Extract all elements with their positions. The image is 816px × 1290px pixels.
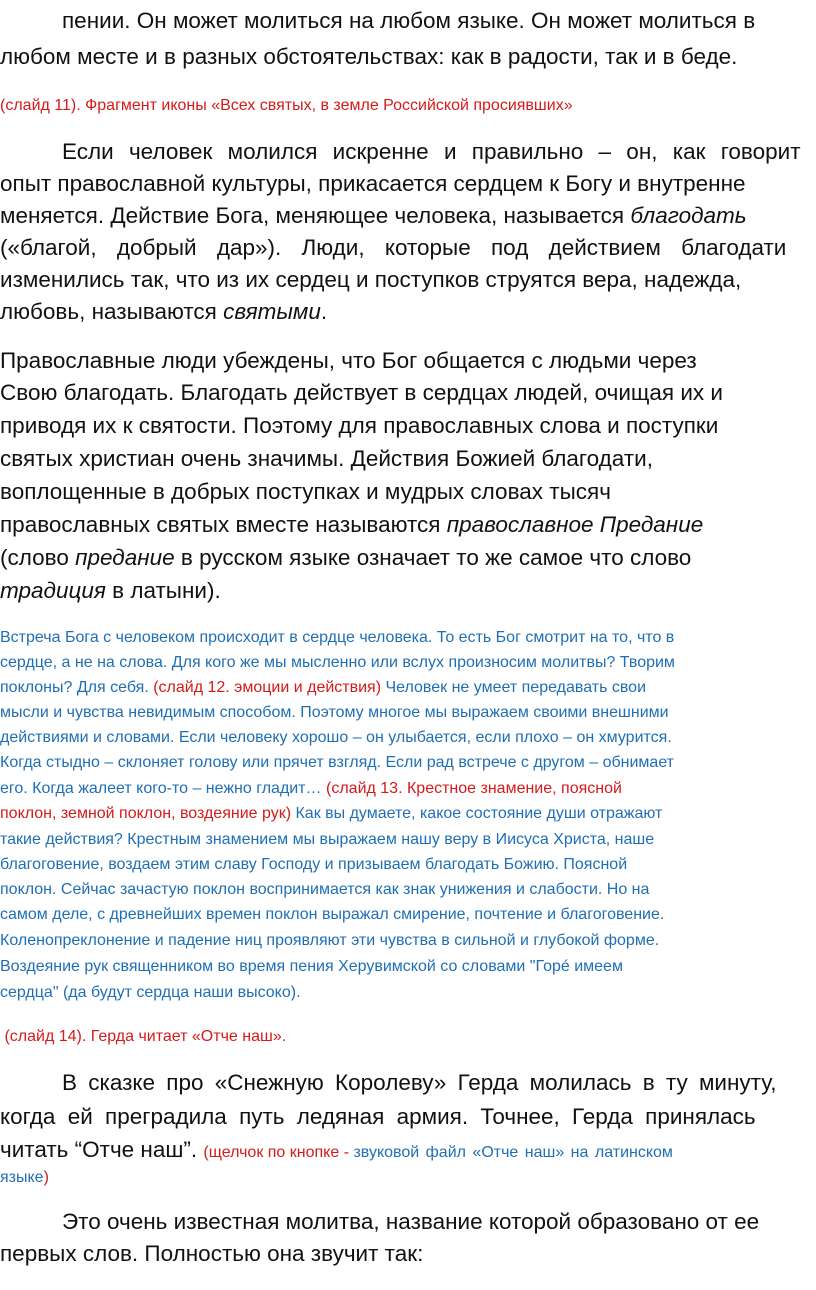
text-line: [0, 509, 703, 541]
text-line: [0, 1134, 673, 1169]
text-span: любовь, называются: [0, 299, 224, 324]
text-line: [0, 675, 646, 700]
term-blagodat: благодать: [630, 203, 747, 228]
text-line: («благой, добрый дар»). Люди, которые под действием благодати: [0, 235, 787, 260]
text-span: .: [320, 299, 328, 324]
text-span: в русском языке означает то же самое что слово: [174, 545, 692, 570]
text-line: [0, 575, 221, 607]
audio-file-note-cont: языке: [0, 1169, 44, 1186]
text-span: в латыни).: [105, 578, 221, 603]
term-predanie: православное Предание: [446, 512, 704, 537]
term-svyatymi: святыми: [223, 299, 321, 324]
text-line: Это очень известная молитва, название которой образовано от ее: [62, 1209, 760, 1234]
text-line: поклон. Сейчас зачастую поклон воспринимается как знак унижения и слабости. Но на: [0, 881, 650, 898]
slide-11-note: (слайд 11). Фрагмент иконы «Всех святых, в земле Российской просиявших»: [0, 97, 573, 114]
text-line: мысли и чувства невидимым способом. Поэтому многое мы выражаем своими внешними: [0, 704, 669, 721]
text-line: сердце, а не на слова. Для кого же мы мысленно или вслух произносим молитвы? Творим: [0, 654, 675, 671]
text-line: такие действия? Крестным знамением мы выражаем нашу веру в Иисуса Христа, наше: [0, 831, 655, 848]
text-line: Если человек молился искренне и правильно – он, как говорит: [62, 139, 801, 164]
slide-12-note: (слайд 12. эмоции и действия): [153, 679, 382, 696]
text-line: изменились так, что из их сердец и поступков струятся вера, надежда,: [0, 267, 742, 292]
term-predanie-word: предание: [75, 545, 175, 570]
text-line: Коленопреклонение и падение ниц проявляют эти чувства в сильной и глубокой форме.: [0, 932, 660, 949]
text-line: святых христиан очень значимы. Действия Божией благодати,: [0, 446, 653, 471]
text-line: Встреча Бога с человеком происходит в сердце человека. То есть Бог смотрит на то, что в: [0, 629, 675, 646]
text-line: [0, 1165, 49, 1190]
text-line: Когда стыдно – склоняет голову или прячет взгляд. Если рад встрече с другом – обнимает: [0, 754, 675, 771]
click-note-close: ): [43, 1169, 49, 1186]
text-line: когда ей преградила путь ледяная армия. Точнее, Герда принялась: [0, 1104, 756, 1129]
text-line: [0, 776, 622, 801]
text-line: Воздеяние рук священником во время пения Херувимской со словами "Горé имеем: [0, 958, 623, 975]
slide-13-note: (слайд 13. Крестное знамение, поясной: [326, 780, 622, 797]
audio-file-note: звуковой файл «Отче наш» на латинском: [353, 1144, 673, 1161]
slide-14-note: (слайд 14). Герда читает «Отче наш».: [0, 1028, 287, 1045]
text-line: Православные люди убеждены, что Бог общается с людьми через: [0, 348, 697, 373]
text-line: приводя их к святости. Поэтому для православных слова и поступки: [0, 413, 719, 438]
text-line: воплощенные в добрых поступках и мудрых словах тысяч: [0, 479, 611, 504]
text-span: поклоны? Для себя.: [0, 679, 154, 696]
text-span: Человек не умеет передавать свои: [381, 679, 646, 696]
text-span: меняется. Действие Бога, меняющее человека, называется: [0, 203, 631, 228]
text-line: благоговение, воздаем этим славу Господу и призываем благодать Божию. Поясной: [0, 856, 628, 873]
text-span: (слово: [0, 545, 76, 570]
text-line: действиями и словами. Если человеку хорошо – он улыбается, если плохо – он хмурится.: [0, 729, 672, 746]
term-traditsiya: традиция: [0, 578, 106, 603]
text-line: [0, 542, 691, 574]
text-line: пении. Он может молиться на любом языке. Он может молиться в: [62, 8, 756, 33]
text-span: читать “Отче наш”.: [0, 1137, 204, 1162]
text-line: самом деле, с древнейших времен поклон выражал смирение, почтение и благоговение.: [0, 906, 665, 923]
text-span: его. Когда жалеет кого-то – нежно гладит…: [0, 780, 326, 797]
text-line: первых слов. Полностью она звучит так:: [0, 1241, 424, 1266]
click-note: (щелчок по кнопке -: [203, 1144, 354, 1161]
text-line: [0, 296, 327, 328]
text-line: В сказке про «Снежную Королеву» Герда молилась в ту минуту,: [62, 1070, 777, 1095]
text-line: [0, 801, 662, 826]
text-line: любом месте и в разных обстоятельствах: как в радости, так и в беде.: [0, 44, 738, 69]
text-line: опыт православной культуры, прикасается сердцем к Богу и внутренне: [0, 171, 746, 196]
text-line: сердца" (да будут сердца наши высоко).: [0, 984, 301, 1001]
text-line: Свою благодать. Благодать действует в сердцах людей, очищая их и: [0, 380, 723, 405]
text-span: Как вы думаете, какое состояние души отражают: [291, 805, 663, 822]
text-span: православных святых вместе называются: [0, 512, 447, 537]
slide-13-note-cont: поклон, земной поклон, воздеяние рук): [0, 805, 292, 822]
text-line: [0, 200, 747, 232]
